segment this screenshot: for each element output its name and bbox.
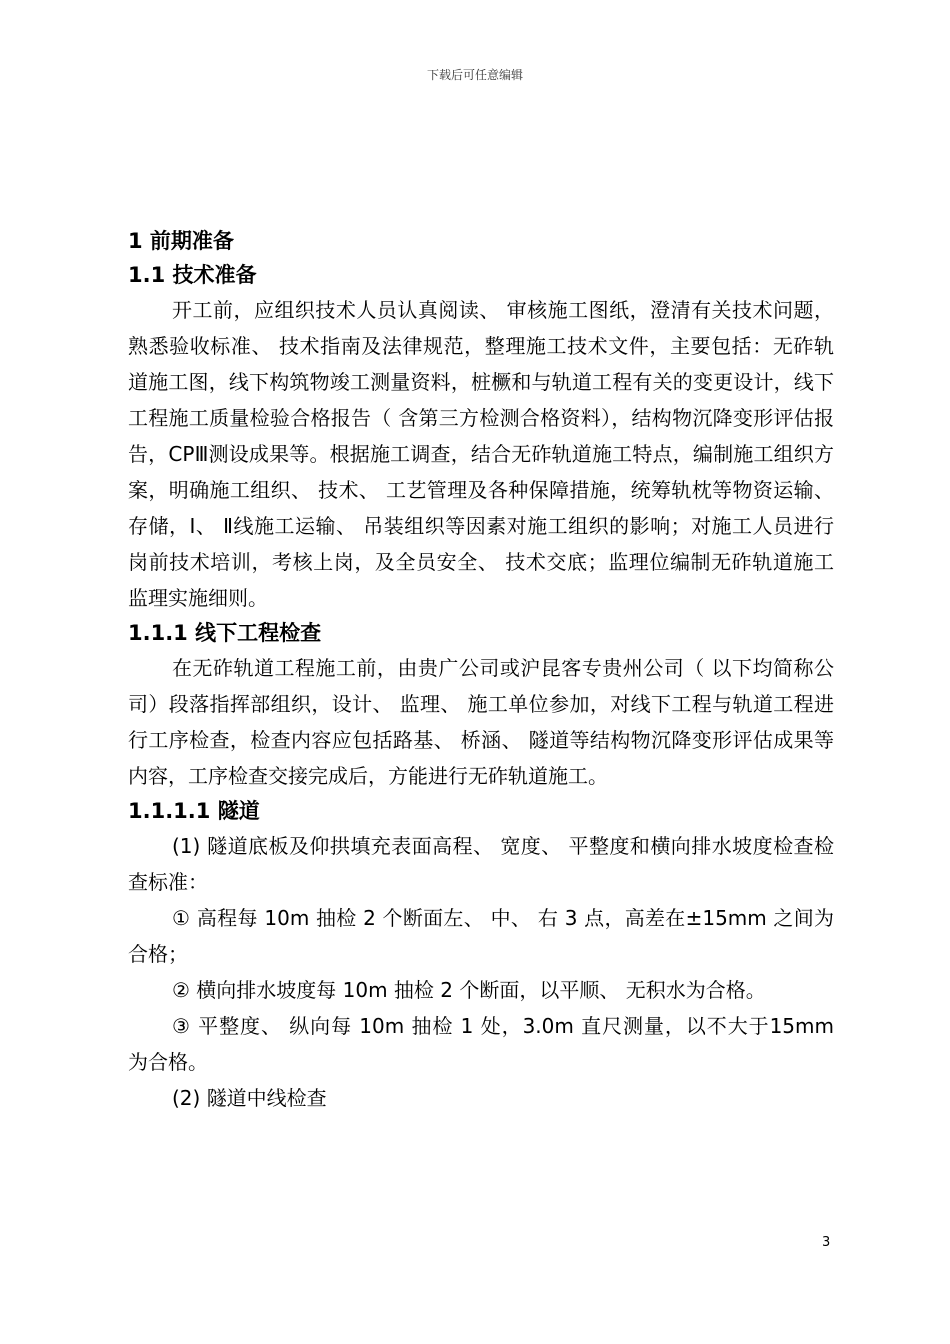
heading-1-1-1-1: 1.1.1.1 隧道 xyxy=(128,799,260,823)
paragraph-subgrade-check: 在无砟轨道工程施工前，由贵广公司或沪昆客专贵州公司（ 以下均简称公司）段落指挥部组织，设计、 监理、 施工单位参加，对线下工程与轨道工程进行工序检查，检查内容应包括路基、 桥涵、 隧道等结构物沉降变形评估成果等内容，工序检查交接完成后，方能进行无砟轨道施工。 xyxy=(128,656,834,788)
heading-1: 1 前期准备 xyxy=(128,229,234,253)
document-body xyxy=(128,224,834,1116)
paragraph-drainage: ② 横向排水坡度每 10m 抽检 2 个断面，以平顺、 无积水为合格。 xyxy=(172,978,766,1002)
paragraph-flatness: ③ 平整度、 纵向每 10m 抽检 1 处，3.0m 直尺测量，以不大于15mm 为合格。 xyxy=(128,1014,834,1074)
page-header: 下载后可任意编辑 xyxy=(426,68,523,82)
paragraph-technical-prep: 开工前，应组织技术人员认真阅读、 审核施工图纸，澄清有关技术问题，熟悉验收标准、 技术指南及法律规范，整理施工技术文件，主要包括：无砟轨道施工图，线下构筑物竣工测量资料，桩橛和与轨道工程有关的变更设计，线下工程施工质量检验合格报告（ 含第三方检测合格资料），结构物沉降变形评估报告，CPⅢ测设成果等。根据施工调查，结合无砟轨道施工特点，编制施工组织方案，明确施工组织、 技术、 工艺管理及各种保障措施，统筹轨枕等物资运输、 存储，Ⅰ、 Ⅱ线施工运输、 吊装组织等因素对施工组织的影响；对施工人员进行岗前技术培训，考核上岗，及全员安全、 技术交底；监理位编制无砟轨道施工监理实施细则。 xyxy=(128,298,834,610)
paragraph-elevation: ① 高程每 10m 抽检 2 个断面左、 中、 右 3 点，高差在±15mm 之间为合格； xyxy=(128,906,834,966)
heading-1-1-1: 1.1.1 线下工程检查 xyxy=(128,621,322,645)
paragraph-tunnel-item-2: (2) 隧道中线检查 xyxy=(172,1086,327,1110)
paragraph-tunnel-item-1: (1) 隧道底板及仰拱填充表面高程、 宽度、 平整度和横向排水坡度检查检查标准： xyxy=(128,834,834,894)
page-number: 3 xyxy=(822,1235,831,1250)
heading-1-1: 1.1 技术准备 xyxy=(128,263,257,287)
